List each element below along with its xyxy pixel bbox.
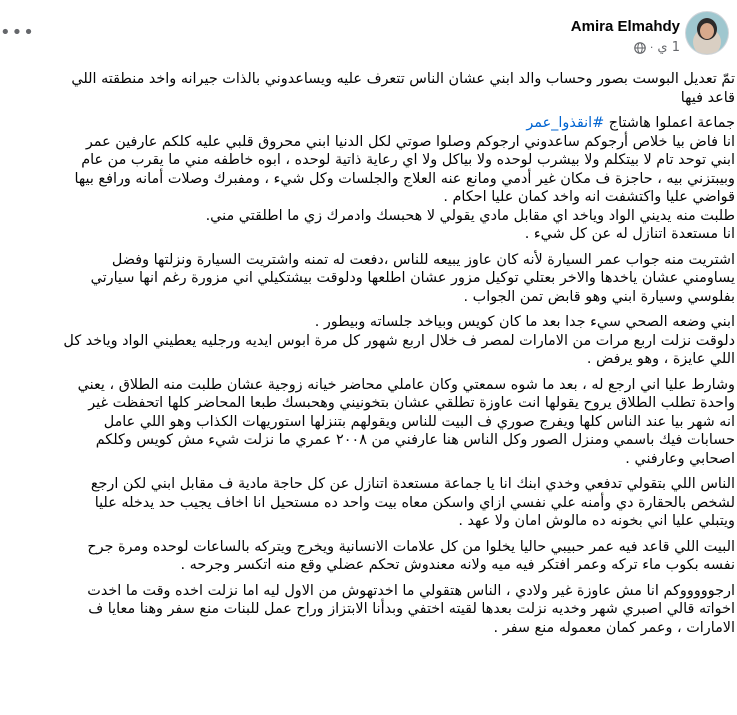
hashtag-link[interactable]: #انقذوا_عمر — [526, 115, 605, 131]
post-line: الناس اللي بتقولي تدفعي وخدي ابنك انا يا جماعة مستعدة اتنازل عن كل حاجة مادية ف مقابل ابني لكن ارجع — [90, 476, 735, 492]
post-paragraph — [0, 538, 735, 575]
post-line: انه شهر بيا عند الناس كلها ويفرج صوري ف البيت للناس ويقولهم بتنزلها استوريهات الكذاب وهو اللي عامل — [103, 413, 735, 430]
post-line: وشارط عليا اني ارجع له ، بعد ما شوه سمعتي وكان عاملي محاضر خيانه زوجية عشان طلبت منه الطلاق ، يعني — [77, 376, 735, 393]
post-meta — [634, 40, 680, 55]
post-line: ارجوووووكم انا مش عاوزة غير ولادي ، الناس هتقولي ما اخدتهوش من الاول ليه اما نزلت اخده وقت ما اخدت — [87, 582, 735, 599]
post-paragraph — [0, 313, 735, 369]
post-paragraph — [0, 376, 735, 469]
post-line — [0, 114, 735, 133]
post-line: انا فاض بيا خلاص أرجوكم ساعدوني ارجوكم وصلوا صوتي لكل الدنيا ابني محروق قلبي عليه كلكم عارفين عمر — [85, 133, 735, 150]
meta-separator: · — [649, 41, 654, 54]
more-options-icon[interactable]: ••• — [0, 22, 35, 43]
post-line: ابني توحد تام لا بيتكلم ولا بيشرب لوحده ولا بياكل ولا اي رعاية ذاتية لوحده ، ابوه خاطفه مني ما يقرب من عام — [81, 152, 735, 168]
post-line: قاعد فيها — [680, 89, 735, 106]
post-line: واحدة تطلب الطلاق يروح يقولها انت عاوزة تطلقي عشان بتخونيني وهحبسك طبعا المحاضر كلها اتحفظت غير — [88, 395, 735, 411]
post-time[interactable]: 1 ي — [657, 40, 680, 55]
post-line: تمّ تعديل البوست بصور وحساب والد ابني عشان الناس تتعرف عليه ويساعدوني بالذات جيرانه واخد منطقته اللي — [71, 71, 735, 87]
post-line: ابني وضعه الصحي سيء جدا بعد ما كان كويس وبياخد جلساته وبيطور . — [314, 314, 735, 330]
post-line: قواضي عليا واكتشفت انه واخد كمان عليا احكام . — [443, 189, 735, 205]
post-line: طلبت منه يديني الواد وياخد اي مقابل مادي يقولي لا هحبسك وادمرك زي ما اطلقتي مني. — [205, 207, 735, 224]
post-line: الامارات ، وعمر كمان معموله منع سفر . — [493, 619, 735, 636]
post-line: البيت اللي قاعد فيه عمر حبيبي حاليا يخلوا من كل علامات الانسانية ويخرج ويتركه بالساعات لوحده ومرة جرح — [87, 538, 735, 555]
post-line: بفلوسي وسيارة ابني وهو قابض تمن الجواب . — [463, 288, 735, 305]
post-line: انا مستعدة اتنازل له عن كل شيء . — [524, 226, 735, 242]
globe-icon[interactable] — [634, 42, 646, 54]
post-line: دلوقت نزلت اربع مرات من الامارات لمصر ف خلال اربع شهور كل مرة ابوس ايديه ورجليه يعطيني الواد وياخد كل — [63, 332, 735, 349]
post-line: اخواته قالي اصبري شهر وخديه نزلت بعدها لقيته اختفي وبدأنا الابتزاز وراح عمل للبنات منع سفر وهنا معايا ف — [88, 601, 735, 617]
author-name[interactable]: Amira Elmahdy — [570, 18, 680, 35]
post-line-text: جماعة اعملوا هاشتاج — [604, 115, 735, 131]
post-line: يساومني عشان ياخدها والاخر بعتلي توكيل مزور عشان اطلعها ودلوقت بيشتكيلي اني مزورة رغم انها سيارتي — [90, 270, 735, 286]
post-line: اصحابي وعارفني . — [625, 450, 735, 467]
post-paragraph — [0, 251, 735, 307]
post-line: ويتبلي عليا اني بخونه ده مالوش امان ولا عهد . — [458, 513, 735, 529]
post-line: اللي عايزة ، وهو يرفض . — [586, 351, 735, 367]
post-header — [0, 0, 737, 70]
post-line: اشتريت منه جواب عمر السيارة لأنه كان عاوز يبيعه للناس ،دفعت له تمنه واشتريت السيارة ونزلتها وفضل — [111, 251, 735, 268]
avatar[interactable] — [686, 12, 728, 54]
post-line: لشخص بالحقارة دي وأمنه علي نفسي ازاي واسكن معاه بيت واحد ده مستحيل انا اخاف يجيب حد يدخله عليا — [94, 494, 735, 511]
post-paragraph — [0, 114, 735, 244]
post-paragraph — [0, 475, 735, 531]
post-body — [0, 70, 735, 644]
post-line: حسابات فيك باسمي ومنزل الصور وكل الناس هنا عارفني من ٢٠٠٨ عمري ما نزلت شيء مش كويس وكلكم — [95, 432, 735, 448]
post-paragraph — [0, 582, 735, 638]
post-line: وبيبتزني بيه ، حاجزة ف مكان غير أدمي ومانع عنه العلاج والجلسات وكل شيء ، ومفبرك وصلات أمانه ورافع بيها — [74, 170, 735, 187]
post-line: نفسه بكوب ماء تركه وعمر افتكر فيه ميه ولانه معندوش تحكم عضلي وقع منه اتكسر وجرحه . — [180, 557, 735, 573]
post-paragraph — [0, 70, 735, 107]
